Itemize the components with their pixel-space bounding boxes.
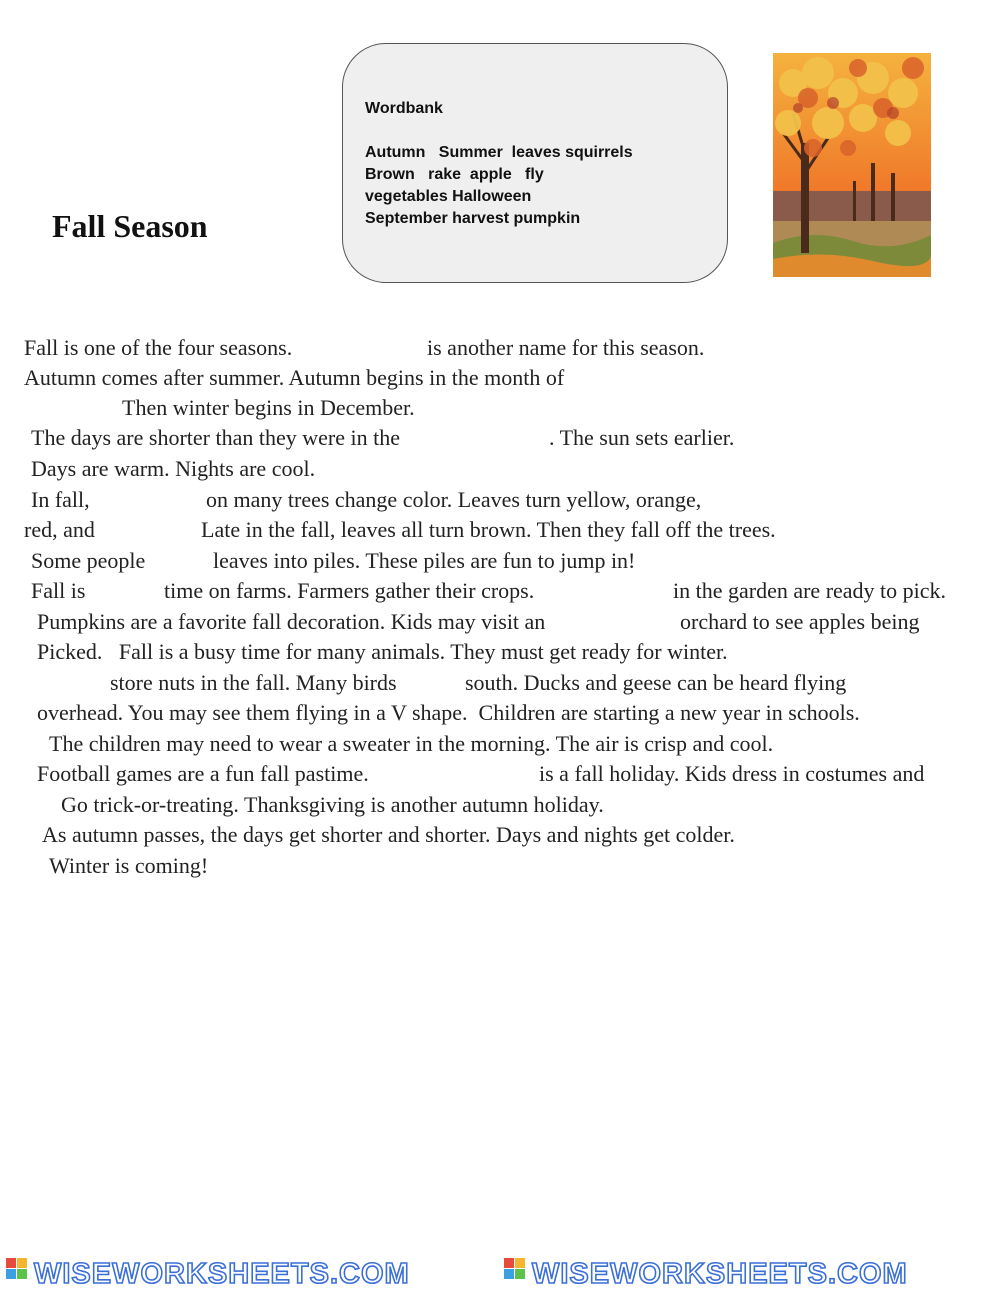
passage-text: Fall is [31,578,86,603]
passage-text: Fall is one of the four seasons. [24,335,293,360]
passage-text: overhead. You may see them flying in a V shape. Children are starting a new year in schools. [37,700,860,725]
passage-text: time on farms. Farmers gather their crops. [164,578,535,603]
wordbank-heading: Wordbank [365,100,443,117]
watermark-text: WISEWORKSHEETS.COM [532,1258,908,1290]
passage-text: In fall, [31,487,90,512]
passage-text: leaves into piles. These piles are fun to jump in! [213,548,636,573]
passage-text: is a fall holiday. Kids dress in costumes and [539,761,925,786]
passage-text: The children may need to wear a sweater in the morning. The air is crisp and cool. [49,731,774,756]
passage-text: . The sun sets earlier. [549,425,735,450]
wiseworksheets-watermark [0,1252,1000,1291]
passage-text: Days are warm. Nights are cool. [31,456,316,481]
passage-text: orchard to see apples being [680,609,920,634]
passage-text: south. Ducks and geese can be heard flying [465,670,847,695]
passage-text: in the garden are ready to pick. [673,578,947,603]
worksheet-title: Fall Season [52,208,208,244]
wordbank-line: Brown rake apple fly [365,166,544,183]
passage-text: The days are shorter than they were in the [31,425,400,450]
autumn-tree-image [773,53,931,277]
passage-text: Autumn comes after summer. Autumn begins in the month of [24,365,565,390]
wordbank-line: Autumn Summer leaves squirrels [365,144,633,161]
wordbank-line: vegetables Halloween [365,188,532,205]
passage-text: Pumpkins are a favorite fall decoration. Kids may visit an [37,609,546,634]
wiseworksheets-logo-icon [6,1258,27,1279]
passage-text: store nuts in the fall. Many birds [110,670,397,695]
passage-text: Then winter begins in December. [122,395,415,420]
passage-text: Go trick-or-treating. Thanksgiving is another autumn holiday. [61,792,604,817]
passage-text: red, and [24,517,95,542]
wiseworksheets-logo-icon [504,1258,525,1279]
watermark-text: WISEWORKSHEETS.COM [34,1258,410,1290]
passage-text: Winter is coming! [49,853,209,878]
passage-text: As autumn passes, the days get shorter and shorter. Days and nights get colder. [42,822,735,847]
wordbank-box [342,43,728,283]
passage-text: Football games are a fun fall pastime. [37,761,369,786]
passage-text: on many trees change color. Leaves turn yellow, orange, [206,487,702,512]
passage-text: Picked. Fall is a busy time for many animals. They must get ready for winter. [37,639,728,664]
passage-text: Late in the fall, leaves all turn brown. Then they fall off the trees. [201,517,776,542]
passage-text: is another name for this season. [427,335,705,360]
wordbank-line: September harvest pumpkin [365,210,581,227]
passage-text: Some people [31,548,146,573]
